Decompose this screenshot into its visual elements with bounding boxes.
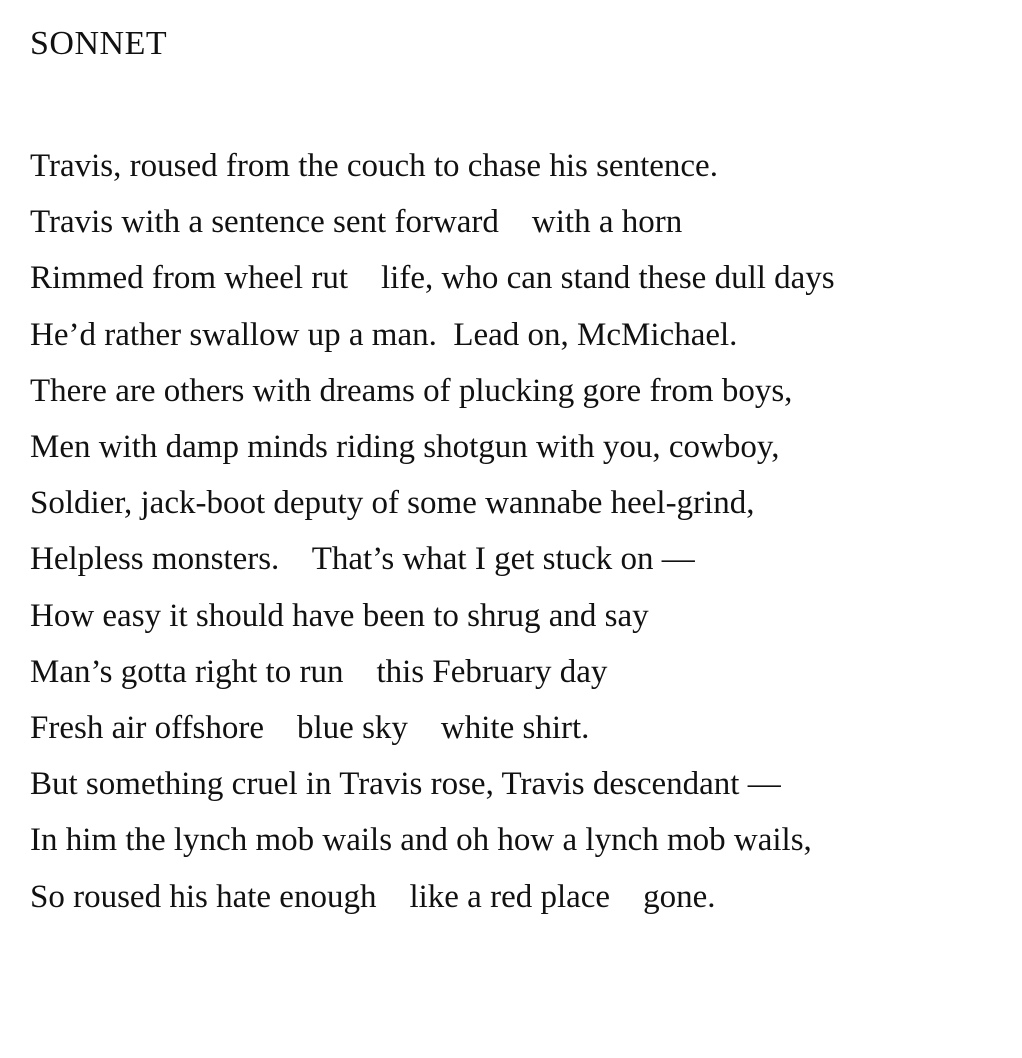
poem-line: He’d rather swallow up a man. Lead on, McMichael. bbox=[30, 316, 738, 353]
poem-line: Soldier, jack-boot deputy of some wannabe heel-grind, bbox=[30, 485, 755, 522]
poem-page bbox=[30, 0, 1010, 925]
poem-line: Fresh air offshore blue sky white shirt. bbox=[30, 710, 590, 747]
poem-line: How easy it should have been to shrug and say bbox=[30, 597, 649, 634]
poem-line: In him the lynch mob wails and oh how a lynch mob wails, bbox=[30, 822, 812, 859]
poem-line: Travis with a sentence sent forward with a horn bbox=[30, 204, 683, 241]
poem-line: Travis, roused from the couch to chase his sentence. bbox=[30, 148, 718, 184]
poem-line: Man’s gotta right to run this February day bbox=[30, 653, 608, 690]
poem-line: There are others with dreams of plucking gore from boys, bbox=[30, 372, 793, 409]
poem-title: SONNET bbox=[30, 25, 168, 62]
poem-line: But something cruel in Travis rose, Travis descendant — bbox=[30, 766, 781, 803]
poem-line: Helpless monsters. That’s what I get stuck on — bbox=[30, 541, 695, 578]
poem-body bbox=[30, 138, 1010, 925]
poem-line: So roused his hate enough like a red place gone. bbox=[30, 878, 716, 915]
poem-line: Men with damp minds riding shotgun with you, cowboy, bbox=[30, 429, 780, 466]
poem-line: Rimmed from wheel rut life, who can stand these dull days bbox=[30, 260, 835, 297]
